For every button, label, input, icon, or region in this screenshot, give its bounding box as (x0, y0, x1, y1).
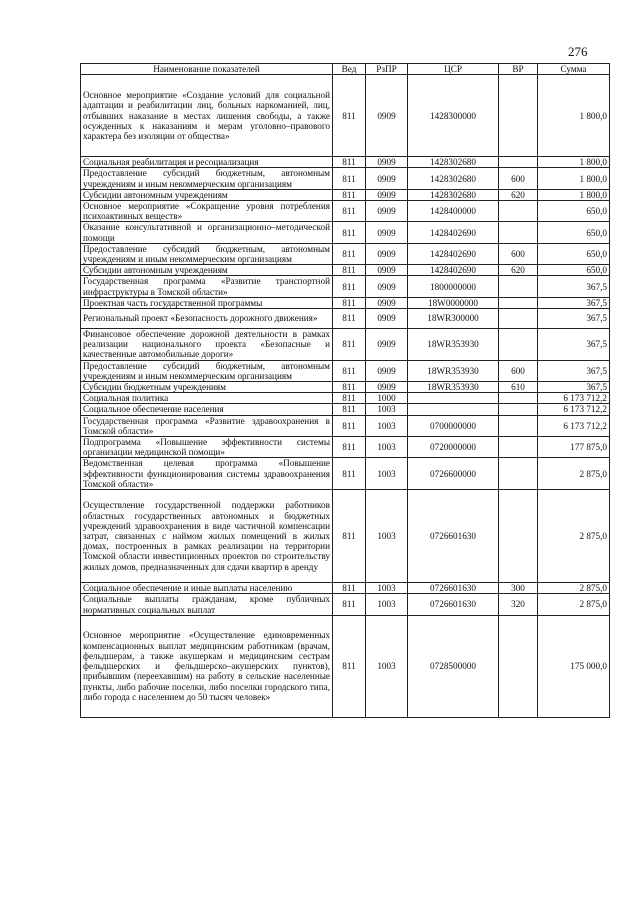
cell-rzpr: 0909 (366, 297, 408, 308)
budget-table (80, 63, 610, 718)
table-row (81, 360, 610, 381)
cell-csr: 0726601630 (408, 594, 499, 615)
cell-rzpr: 1003 (366, 404, 408, 415)
cell-vr (499, 75, 538, 157)
cell-sum: 2 875,0 (538, 458, 610, 490)
cell-vr (499, 404, 538, 415)
table-row (81, 189, 610, 200)
cell-csr: 1428302680 (408, 168, 499, 189)
table-row (81, 75, 610, 157)
table-row (81, 168, 610, 189)
cell-sum: 650,0 (538, 265, 610, 276)
cell-vr (499, 393, 538, 404)
cell-ved: 811 (333, 382, 366, 393)
cell-sum: 1 800,0 (538, 168, 610, 189)
cell-vr (499, 309, 538, 329)
cell-rzpr: 0909 (366, 75, 408, 157)
cell-csr: 1428300000 (408, 75, 499, 157)
header-rzpr: РзПР (366, 64, 408, 75)
cell-vr (499, 329, 538, 361)
cell-sum: 6 173 712,2 (538, 404, 610, 415)
cell-vr: 620 (499, 189, 538, 200)
cell-rzpr: 1000 (366, 393, 408, 404)
cell-sum: 1 800,0 (538, 189, 610, 200)
cell-ved: 811 (333, 437, 366, 458)
cell-rzpr: 1003 (366, 583, 408, 594)
cell-name: Ведомственная целевая программа «Повышение эффективности функционирования системы здравоохранения Томской области» (81, 458, 333, 490)
cell-sum: 1 800,0 (538, 157, 610, 168)
cell-vr: 600 (499, 243, 538, 264)
cell-csr (408, 404, 499, 415)
header-name: Наименование показателей (81, 64, 333, 75)
cell-name: Социальное обеспечение населения (81, 404, 333, 415)
cell-rzpr: 0909 (366, 276, 408, 297)
cell-ved: 811 (333, 404, 366, 415)
cell-name: Государственная программа «Развитие транспортной инфраструктуры в Томской области» (81, 276, 333, 297)
cell-csr: 1428302680 (408, 189, 499, 200)
cell-rzpr: 0909 (366, 222, 408, 243)
cell-vr: 600 (499, 168, 538, 189)
cell-ved: 811 (333, 222, 366, 243)
cell-csr: 18WR353930 (408, 329, 499, 361)
table-row (81, 393, 610, 404)
cell-vr (499, 458, 538, 490)
cell-ved: 811 (333, 157, 366, 168)
cell-sum: 175 000,0 (538, 615, 610, 717)
table-header-row (81, 64, 610, 75)
cell-vr (499, 157, 538, 168)
table-row (81, 404, 610, 415)
table-row (81, 583, 610, 594)
table-row (81, 329, 610, 361)
table-row (81, 201, 610, 222)
cell-sum: 6 173 712,2 (538, 415, 610, 436)
cell-vr (499, 222, 538, 243)
cell-rzpr: 1003 (366, 594, 408, 615)
header-sum: Сумма (538, 64, 610, 75)
cell-ved: 811 (333, 490, 366, 583)
cell-ved: 811 (333, 297, 366, 308)
cell-name: Финансовое обеспечение дорожной деятельности в рамках реализации национального проекта «Безопасные и качественные автомобильные дороги» (81, 329, 333, 361)
cell-name: Оказание консультативной и организационно–методической помощи (81, 222, 333, 243)
cell-vr: 620 (499, 265, 538, 276)
cell-csr: 18W0000000 (408, 297, 499, 308)
cell-name: Субсидии автономным учреждениям (81, 265, 333, 276)
cell-ved: 811 (333, 329, 366, 361)
cell-sum: 367,5 (538, 276, 610, 297)
header-ved: Вед (333, 64, 366, 75)
cell-rzpr: 0909 (366, 157, 408, 168)
cell-vr: 300 (499, 583, 538, 594)
cell-name: Субсидии автономным учреждениям (81, 189, 333, 200)
cell-sum: 177 875,0 (538, 437, 610, 458)
table-row (81, 265, 610, 276)
cell-ved: 811 (333, 243, 366, 264)
cell-name: Осуществление государственной поддержки работников областных государственных автономных и бюджетных учреждений здравоохранения в виде частичной компенсации затрат, связанных с наймом жилых помещений в жилых домах, построенных в рамках реализации на территории Томской области инвестиционных проектов по строительству жилых домов, предназначенных для сдачи квартир в аренду (81, 490, 333, 583)
cell-name: Социальная реабилитация и ресоциализация (81, 157, 333, 168)
cell-name: Предоставление субсидий бюджетным, автономным учреждениям и иным некоммерческим организациям (81, 360, 333, 381)
cell-vr: 610 (499, 382, 538, 393)
cell-rzpr: 0909 (366, 329, 408, 361)
cell-ved: 811 (333, 615, 366, 717)
cell-vr (499, 201, 538, 222)
cell-name: Предоставление субсидий бюджетным, автономным учреждениям и иным некоммерческим организациям (81, 243, 333, 264)
cell-sum: 1 800,0 (538, 75, 610, 157)
table-body (81, 75, 610, 718)
cell-ved: 811 (333, 594, 366, 615)
cell-rzpr: 0909 (366, 309, 408, 329)
cell-csr: 1428302680 (408, 157, 499, 168)
cell-name: Социальное обеспечение и иные выплаты населению (81, 583, 333, 594)
cell-sum: 650,0 (538, 243, 610, 264)
cell-csr: 1428402690 (408, 265, 499, 276)
cell-rzpr: 1003 (366, 615, 408, 717)
cell-name: Основное мероприятие «Сокращение уровня потребления психоактивных веществ» (81, 201, 333, 222)
table-row (81, 157, 610, 168)
cell-csr: 0720000000 (408, 437, 499, 458)
cell-ved: 811 (333, 583, 366, 594)
cell-ved: 811 (333, 458, 366, 490)
cell-ved: 811 (333, 393, 366, 404)
cell-name: Основное мероприятие «Осуществление единовременных компенсационных выплат медицинским работникам (врачам, фельдшерам, а также акушеркам и медицинским сестрам фельдшерских и фельдшерско–акушерских пунктов), прибывшим (переехавшим) на работу в сельские населенные пункты, либо рабочие поселки, либо поселки городского типа, либо города с населением до 50 тысяч человек» (81, 615, 333, 717)
table-row (81, 297, 610, 308)
cell-rzpr: 0909 (366, 360, 408, 381)
cell-ved: 811 (333, 360, 366, 381)
cell-name: Проектная часть государственной программы (81, 297, 333, 308)
cell-csr: 1428402690 (408, 222, 499, 243)
cell-sum: 650,0 (538, 222, 610, 243)
cell-vr (499, 297, 538, 308)
cell-ved: 811 (333, 75, 366, 157)
cell-sum: 367,5 (538, 382, 610, 393)
cell-sum: 2 875,0 (538, 583, 610, 594)
cell-sum: 367,5 (538, 329, 610, 361)
cell-csr: 18WR353930 (408, 382, 499, 393)
cell-rzpr: 1003 (366, 415, 408, 436)
cell-csr: 1428400000 (408, 201, 499, 222)
cell-ved: 811 (333, 168, 366, 189)
table-row (81, 615, 610, 717)
cell-csr: 1800000000 (408, 276, 499, 297)
cell-rzpr: 0909 (366, 168, 408, 189)
cell-csr: 0726601630 (408, 490, 499, 583)
cell-rzpr: 1003 (366, 458, 408, 490)
table-row (81, 309, 610, 329)
cell-csr: 0728500000 (408, 615, 499, 717)
table-row (81, 222, 610, 243)
cell-rzpr: 0909 (366, 265, 408, 276)
cell-rzpr: 0909 (366, 201, 408, 222)
cell-sum: 2 875,0 (538, 490, 610, 583)
cell-ved: 811 (333, 276, 366, 297)
cell-vr (499, 490, 538, 583)
cell-vr: 600 (499, 360, 538, 381)
table-row (81, 415, 610, 436)
cell-sum: 367,5 (538, 297, 610, 308)
cell-rzpr: 1003 (366, 490, 408, 583)
cell-ved: 811 (333, 201, 366, 222)
cell-ved: 811 (333, 415, 366, 436)
header-csr: ЦСР (408, 64, 499, 75)
table-row (81, 276, 610, 297)
table-row (81, 437, 610, 458)
cell-rzpr: 0909 (366, 382, 408, 393)
cell-csr: 1428402690 (408, 243, 499, 264)
cell-name: Подпрограмма «Повышение эффективности системы организации медицинской помощи» (81, 437, 333, 458)
table-row (81, 458, 610, 490)
cell-ved: 811 (333, 309, 366, 329)
cell-ved: 811 (333, 189, 366, 200)
cell-name: Социальные выплаты гражданам, кроме публичных нормативных социальных выплат (81, 594, 333, 615)
table-row (81, 490, 610, 583)
table-row (81, 382, 610, 393)
cell-ved: 811 (333, 265, 366, 276)
cell-rzpr: 1003 (366, 437, 408, 458)
cell-name: Основное мероприятие «Создание условий для социальной адаптации и реабилитации лиц, больных наркоманией, лиц, отбывших наказание в местах лишения свободы, а также осужденных к наказаниям и мерам уголовно–правового характера без изоляции от общества» (81, 75, 333, 157)
cell-csr (408, 393, 499, 404)
cell-vr (499, 437, 538, 458)
cell-csr: 18WR353930 (408, 360, 499, 381)
cell-csr: 0726600000 (408, 458, 499, 490)
header-vr: ВР (499, 64, 538, 75)
cell-sum: 650,0 (538, 201, 610, 222)
cell-sum: 367,5 (538, 309, 610, 329)
cell-name: Региональный проект «Безопасность дорожного движения» (81, 309, 333, 329)
cell-vr (499, 276, 538, 297)
cell-name: Предоставление субсидий бюджетным, автономным учреждениям и иным некоммерческим организациям (81, 168, 333, 189)
table-row (81, 243, 610, 264)
table-row (81, 594, 610, 615)
cell-vr (499, 415, 538, 436)
cell-csr: 0726601630 (408, 583, 499, 594)
cell-vr (499, 615, 538, 717)
cell-rzpr: 0909 (366, 243, 408, 264)
cell-sum: 6 173 712,2 (538, 393, 610, 404)
cell-name: Государственная программа «Развитие здравоохранения в Томской области» (81, 415, 333, 436)
cell-sum: 2 875,0 (538, 594, 610, 615)
cell-csr: 18WR300000 (408, 309, 499, 329)
cell-name: Субсидии бюджетным учреждениям (81, 382, 333, 393)
cell-csr: 0700000000 (408, 415, 499, 436)
cell-rzpr: 0909 (366, 189, 408, 200)
page-number: 276 (568, 44, 588, 59)
cell-sum: 367,5 (538, 360, 610, 381)
cell-vr: 320 (499, 594, 538, 615)
cell-name: Социальная политика (81, 393, 333, 404)
